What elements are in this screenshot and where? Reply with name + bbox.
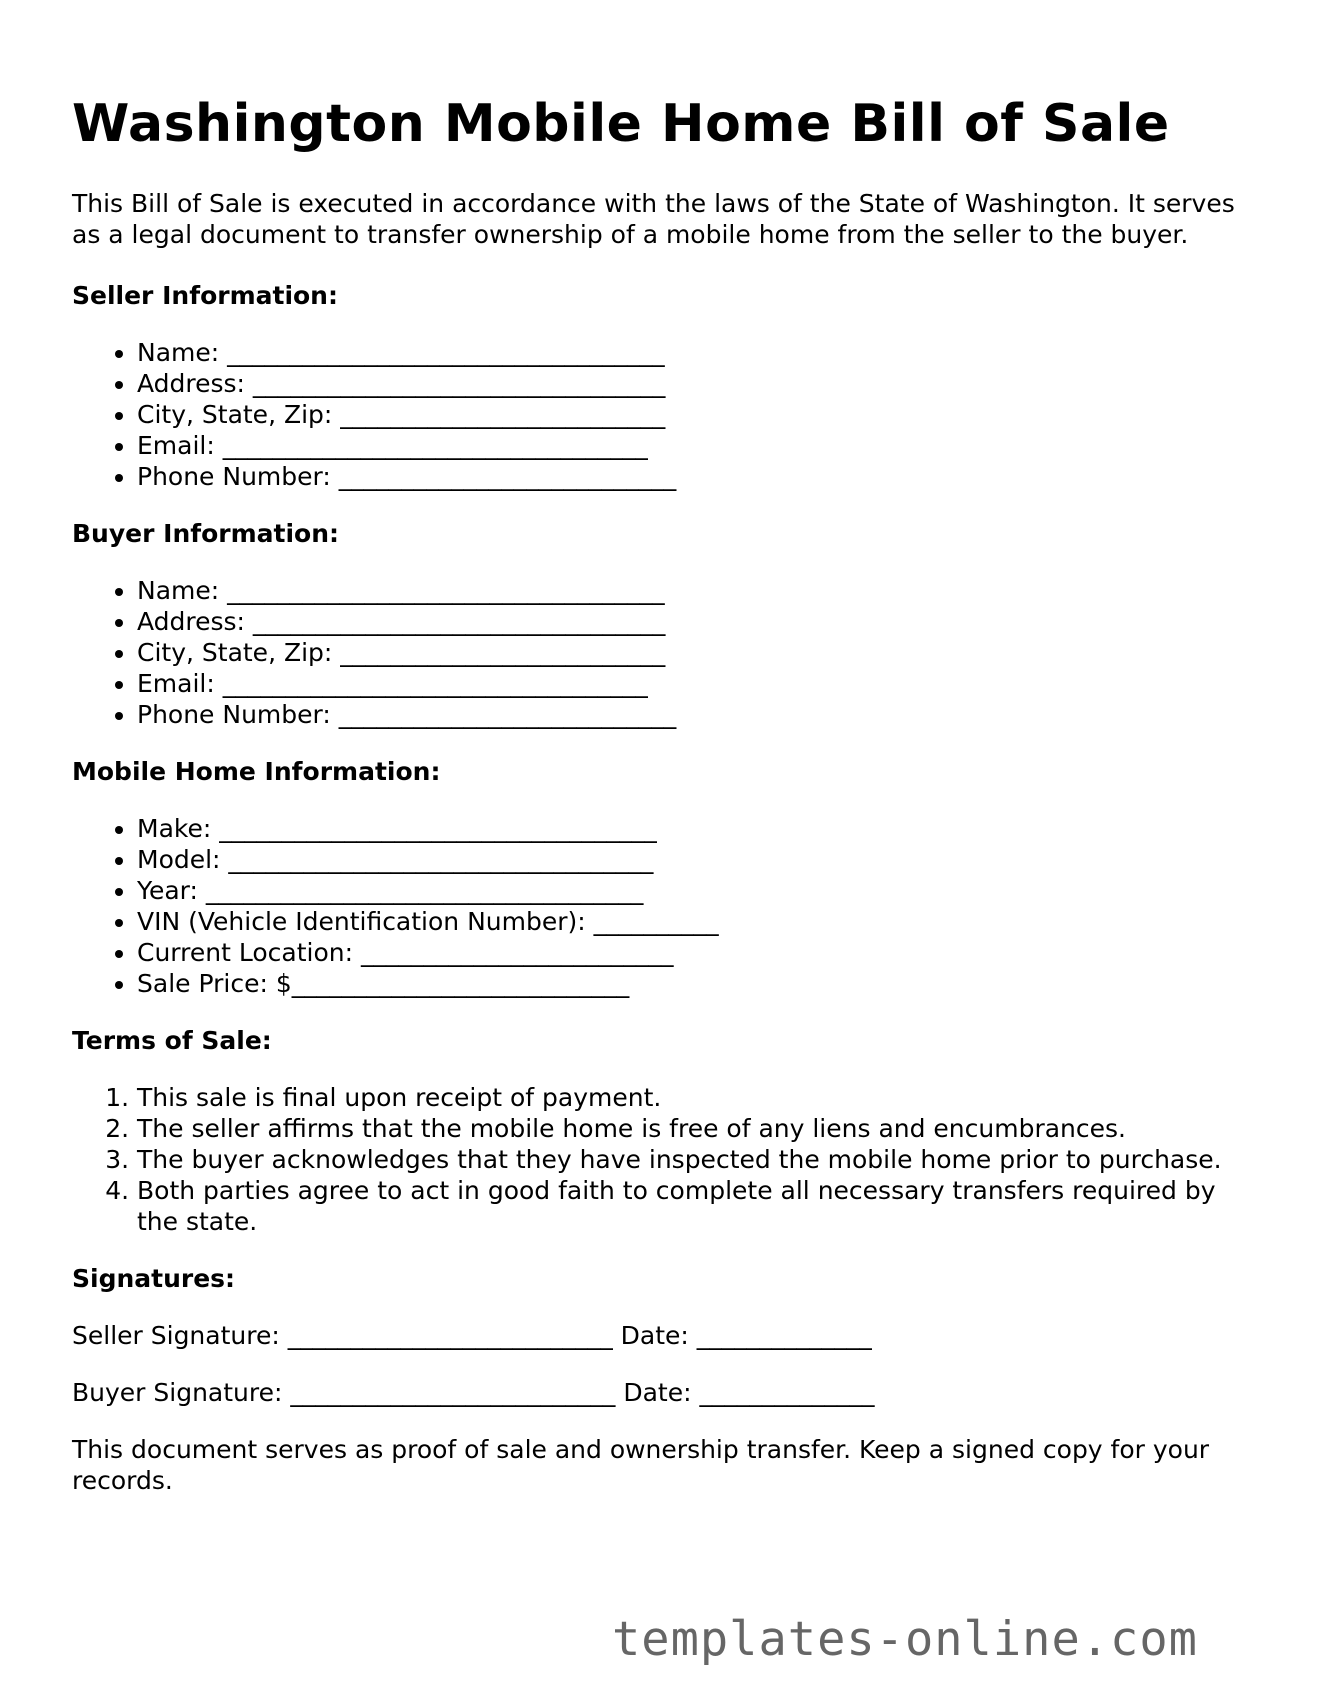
- buyer-address-field: • Address: _________________________________: [137, 606, 1252, 637]
- make-field: • Make: ___________________________________: [137, 813, 1252, 844]
- sale-price-field: • Sale Price: $___________________________: [137, 968, 1252, 999]
- buyer-signature-line: Buyer Signature: __________________________ Date: ______________: [72, 1378, 875, 1407]
- watermark: templates-online.com: [612, 1612, 1198, 1667]
- seller-heading: Seller Information:: [72, 281, 338, 310]
- year-field: • Year: ___________________________________: [137, 875, 1252, 906]
- buyer-heading: Buyer Information:: [72, 519, 340, 548]
- buyer-city-state-zip-field: • City, State, Zip: __________________________: [137, 637, 1252, 668]
- buyer-list: [72, 575, 1252, 730]
- seller-signature-line: Seller Signature: __________________________ Date: ______________: [72, 1321, 872, 1350]
- current-location-field: • Current Location: _________________________: [137, 937, 1252, 968]
- document-title: Washington Mobile Home Bill of Sale: [72, 94, 1170, 154]
- seller-email-field: • Email: __________________________________: [137, 430, 1252, 461]
- term-item: 4. Both parties agree to act in good faith to complete all necessary transfers required by the state.: [137, 1175, 1252, 1237]
- terms-heading: Terms of Sale:: [72, 1026, 272, 1055]
- buyer-name-field: • Name: ___________________________________: [137, 575, 1252, 606]
- seller-name-field: • Name: ___________________________________: [137, 337, 1252, 368]
- term-item: 2. The seller affirms that the mobile home is free of any liens and encumbrances.: [137, 1113, 1252, 1144]
- vin-field: • VIN (Vehicle Identification Number): __________: [137, 906, 1252, 937]
- document-page: [72, 88, 1252, 1496]
- term-item: 3. The buyer acknowledges that they have inspected the mobile home prior to purchase.: [137, 1144, 1252, 1175]
- model-field: • Model: __________________________________: [137, 844, 1252, 875]
- buyer-phone-field: • Phone Number: ___________________________: [137, 699, 1252, 730]
- seller-phone-field: • Phone Number: ___________________________: [137, 461, 1252, 492]
- term-item: 1. This sale is final upon receipt of payment.: [137, 1082, 1252, 1113]
- seller-list: [72, 337, 1252, 492]
- intro-paragraph: This Bill of Sale is executed in accordance with the laws of the State of Washington. It serves as a legal document to transfer ownership of a mobile home from the seller to the buyer.: [72, 189, 1235, 249]
- seller-address-field: • Address: _________________________________: [137, 368, 1252, 399]
- signatures-heading: Signatures:: [72, 1264, 236, 1293]
- terms-list: [72, 1082, 1252, 1237]
- seller-city-state-zip-field: • City, State, Zip: __________________________: [137, 399, 1252, 430]
- mobile-home-heading: Mobile Home Information:: [72, 757, 441, 786]
- closing-paragraph: This document serves as proof of sale and ownership transfer. Keep a signed copy for your records.: [72, 1435, 1210, 1495]
- mobile-home-list: [72, 813, 1252, 999]
- buyer-email-field: • Email: __________________________________: [137, 668, 1252, 699]
